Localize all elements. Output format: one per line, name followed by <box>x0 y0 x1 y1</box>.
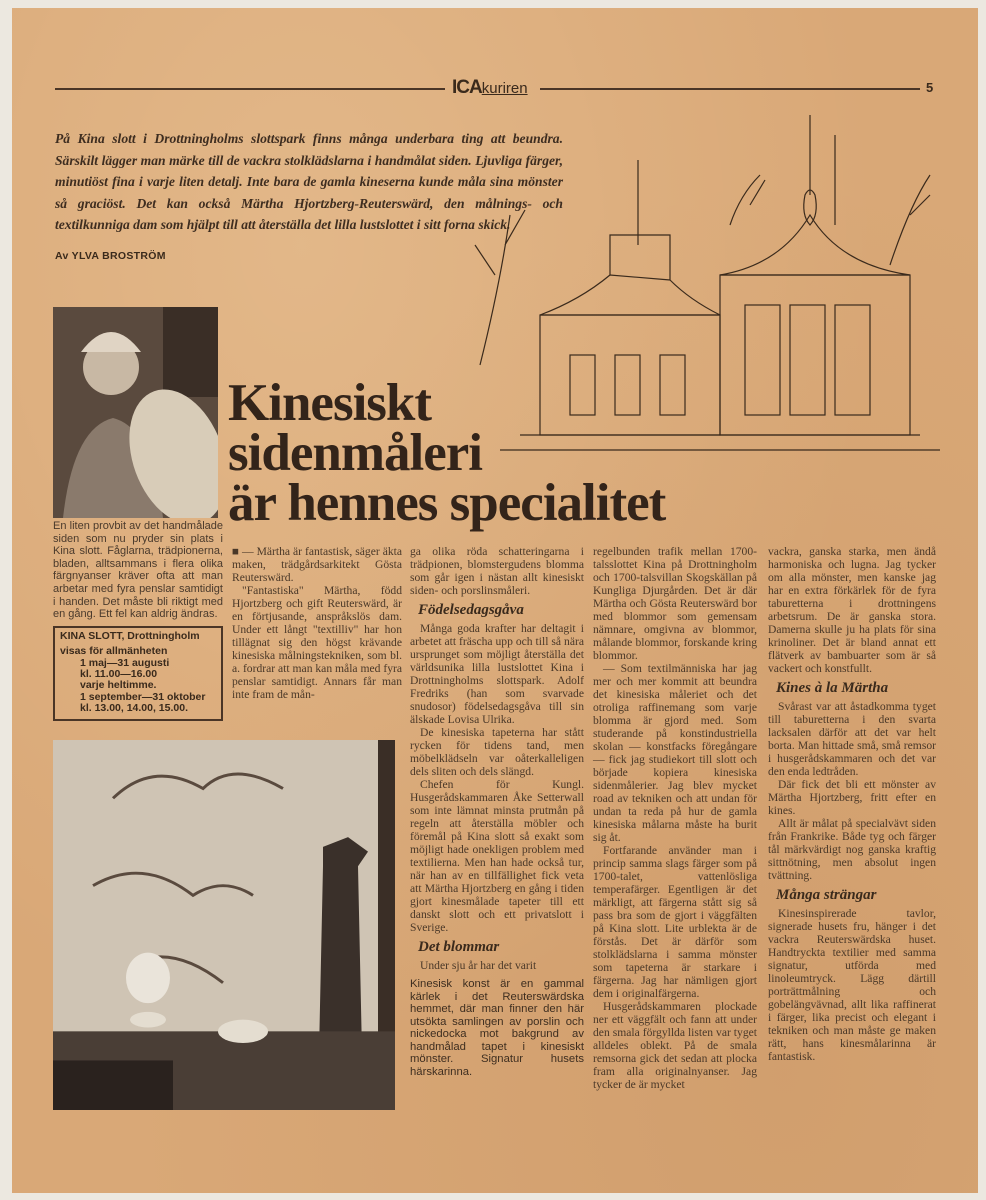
headline-line: Kinesiskt <box>228 374 432 432</box>
masthead-name: kuriren <box>481 80 528 97</box>
opening-hours-box <box>53 626 223 721</box>
paragraph: "Fantastiska" Märtha, född Hjortzberg och gift Reuterswärd, är en förtjusande, anspråkslös dam. Under ett långt "textilliv" har hon tillägnat sig den högst krävande kinesiska målningstekniken, som bl. a. fordrar att man kan måla med fyra penslar samtidigt. Annars får man inte fram de mån- <box>232 584 402 701</box>
infobox-line: varje heltimme. <box>80 679 157 692</box>
subheading: Många strängar <box>776 887 877 903</box>
infobox-line: kl. 13.00, 14.00, 15.00. <box>80 702 189 715</box>
paragraph: Fortfarande använder man i princip samma slags färger som på 1700-talet, vattenlösliga temperafärger. Egentligen är det märkligt, att färgerna stått sig så pass bra som de gjort i väggfälten på Kina slott. Lite urblekta är de förstås. Det är därför som stolklädslarna i samma mönster som tapeterna är starkare i färgerna. Jag har nämligen gjort dem i originalfärgerna. <box>593 844 757 1000</box>
infobox-line: 1 september—31 oktober <box>80 690 206 703</box>
subheading: Kines à la Märtha <box>776 680 889 696</box>
paragraph: — Som textilmänniska har jag mer och mer kommit att beundra det kinesiska måleriet och det otroliga raffinemang som varje blomma är gjord med. Som studerande på konstindustriella skolan — konstfacks föregångare — fick jag studiekort till slott och började kopiera kinesiska sidenmålerier. Jag blev mycket road av tekniken och att undan för undan ta reda på hur de gamla kinesiska målarna måste ha burit sig åt. <box>593 662 757 844</box>
paragraph: Under sju år har det varit <box>420 959 537 972</box>
paragraph: Husgerådskammaren plockade ner ett väggfält och fann att under den smala förgyllda listen var tyget alldeles oblekt. På de smala remsorna gick det sedan att plocka fram alla originalnyanser. Jag tycker de är mycket <box>593 1000 757 1091</box>
article-column-1 <box>232 545 402 701</box>
paragraph: Kinesinspirerade tavlor, signerade husets fru, hänger i det vackra Reuterswärdska huset. Handtryckta textilier med samma signatur, utförda med linoleumtryck. Lägg därtill porträttmålning och gobelängvävnad, allt lika raffinerat i färger, lika precist och elegant i tekniken och man måste ge maken rätt, hans kinesmålarinna är fantastisk. <box>768 907 936 1063</box>
photo-porcelain-image <box>53 740 395 1110</box>
page-number: 5 <box>926 80 934 95</box>
paragraph: vackra, ganska starka, men ändå harmoniska och lugna. Jag tycker om alla mönster, men kanske jag har en extra förkärlek för de fyra taburetterna i drottningens arbetsrum. De är ganska stora. Damerna skulle ju ha plats för sina krinoliner. Det är bland annat ett flätverk av bambuarter som är så vackert och konstfullt. <box>768 545 936 675</box>
subheading: Födelsedagsgåva <box>418 602 524 618</box>
byline: Av YLVA BROSTRÖM <box>55 249 166 262</box>
subheading: Det blommar <box>418 939 500 955</box>
photo-martha-image <box>53 307 218 518</box>
masthead-logo <box>452 77 528 99</box>
paragraph: Svårast var att åstadkomma tyget till taburetterna i den svarta lacksalen därför att det var helt borta. Man hittade små, små remsor i husgerådskammaren och det var den enda ledtråden. <box>768 700 936 778</box>
headline-line: sidenmåleri <box>228 424 482 482</box>
paragraph: De kinesiska tapeterna har stått rycken för tidens tand, men möbelklädseln var oåterkalleligen dels sliten och dels slängd. <box>410 726 584 778</box>
article-column-3 <box>593 545 757 1091</box>
paragraph: regelbunden trafik mellan 1700-talsslottet Kina på Drottningholm och 1700-talsvillan Skogskällan på Kungliga Djurgården. Det är där Märtha och Gösta Reuterswärd bor med blommor som gemensam nämnare, omgivna av blommor, målande blommor, forskande kring blommor. <box>593 545 757 662</box>
headline-line: är hennes specialitet <box>228 474 666 532</box>
photo1-caption: En liten provbit av det handmålade siden som nu pryder sin plats i Kina slott. Fåglarna, trädpionerna, bladen, alltsammans i flera olika färgnyanser kräver ofta att man arbetar med fyra penslar samtidigt i handen. Det måste bli riktigt med en gång. Ett fel kan aldrig ändras. <box>53 520 223 621</box>
photo2-caption: Kinesisk konst är en gammal kärlek i det Reuterswärdska hemmet, där man finner den här utsökta samlingen av porslin och nickedocka mot bakgrund av handmålad tapet i kinesiskt mönster. Signatur husets härskarinna. <box>410 978 584 1078</box>
header-rule-right <box>540 88 920 90</box>
photo-martha-with-silk <box>53 307 218 518</box>
article-column-2 <box>410 545 584 1078</box>
paragraph: Där fick det bli ett mönster av Märtha Hjortzberg, fritt efter en kines. <box>768 778 936 817</box>
left-sidebar-stack <box>53 520 223 721</box>
infobox-title: KINA SLOTT, Drottningholm <box>60 629 200 642</box>
paragraph: ga olika röda schatteringarna i trädpionen, blomstergudens blomma som går igen i nästan allt kinesiskt siden- och porslinsmåleri. <box>410 545 584 597</box>
headline <box>228 374 666 532</box>
paragraph: Många goda krafter har deltagit i arbetet att fräscha upp och till så nära ursprunget som möjligt återställa det världsunika lilla lustslottet Kina i Drottningholms slottspark. Adolf Fredriks (han som svarvade snudosor) födelsedagsgåva till sin älskade Lovisa Ulrika. <box>410 622 584 726</box>
masthead-brand: ICA <box>452 77 482 98</box>
infobox-line: 1 maj—31 augusti <box>80 656 170 669</box>
paragraph: ■ — Märtha är fantastisk, säger äkta maken, trädgårdsarkitekt Gösta Reuterswärd. <box>232 545 402 584</box>
infobox-line: visas för allmänheten <box>60 645 168 658</box>
paragraph: Allt är målat på specialvävt siden från Frankrike. Både tyg och färger tål märkvärdigt nog ganska kraftig sittnötning, men absolut ingen tvättning. <box>768 817 936 882</box>
intro-paragraph: På Kina slott i Drottningholms slottspark finns många underbara ting att beundra. Särskilt lägger man märke till de vackra stolklädslarna i handmålat siden. Ljuvliga färger, minutiöst fina i varje liten detalj. Inte bara de gamla kineserna kunde måla sina mönster så graciöst. Det kan också Märtha Hjortzberg-Reuterswärd, den målnings- och textilkunniga dam som hjälpt till att återställa det lilla lustslottet i sitt forna skick. <box>55 131 563 232</box>
header-rule-left <box>55 88 445 90</box>
photo-porcelain-collection <box>53 740 395 1110</box>
article-column-4 <box>768 545 936 1063</box>
paragraph: Chefen för Kungl. Husgerådskammaren Åke Setterwall som inte lämnat minsta prutmån på regeln att återställa möbler och föremål på Kina slott så exakt som möjligt hade onekligen problem med textilierna. Men han hade också tur, när han av en tillfällighet fick veta att Märtha Hjortzberg en gång i tiden gjort kinesmålade tapeter till ett danskt slott och ett privatslott i Sverige. <box>410 778 584 934</box>
infobox-line: kl. 11.00—16.00 <box>80 667 158 680</box>
